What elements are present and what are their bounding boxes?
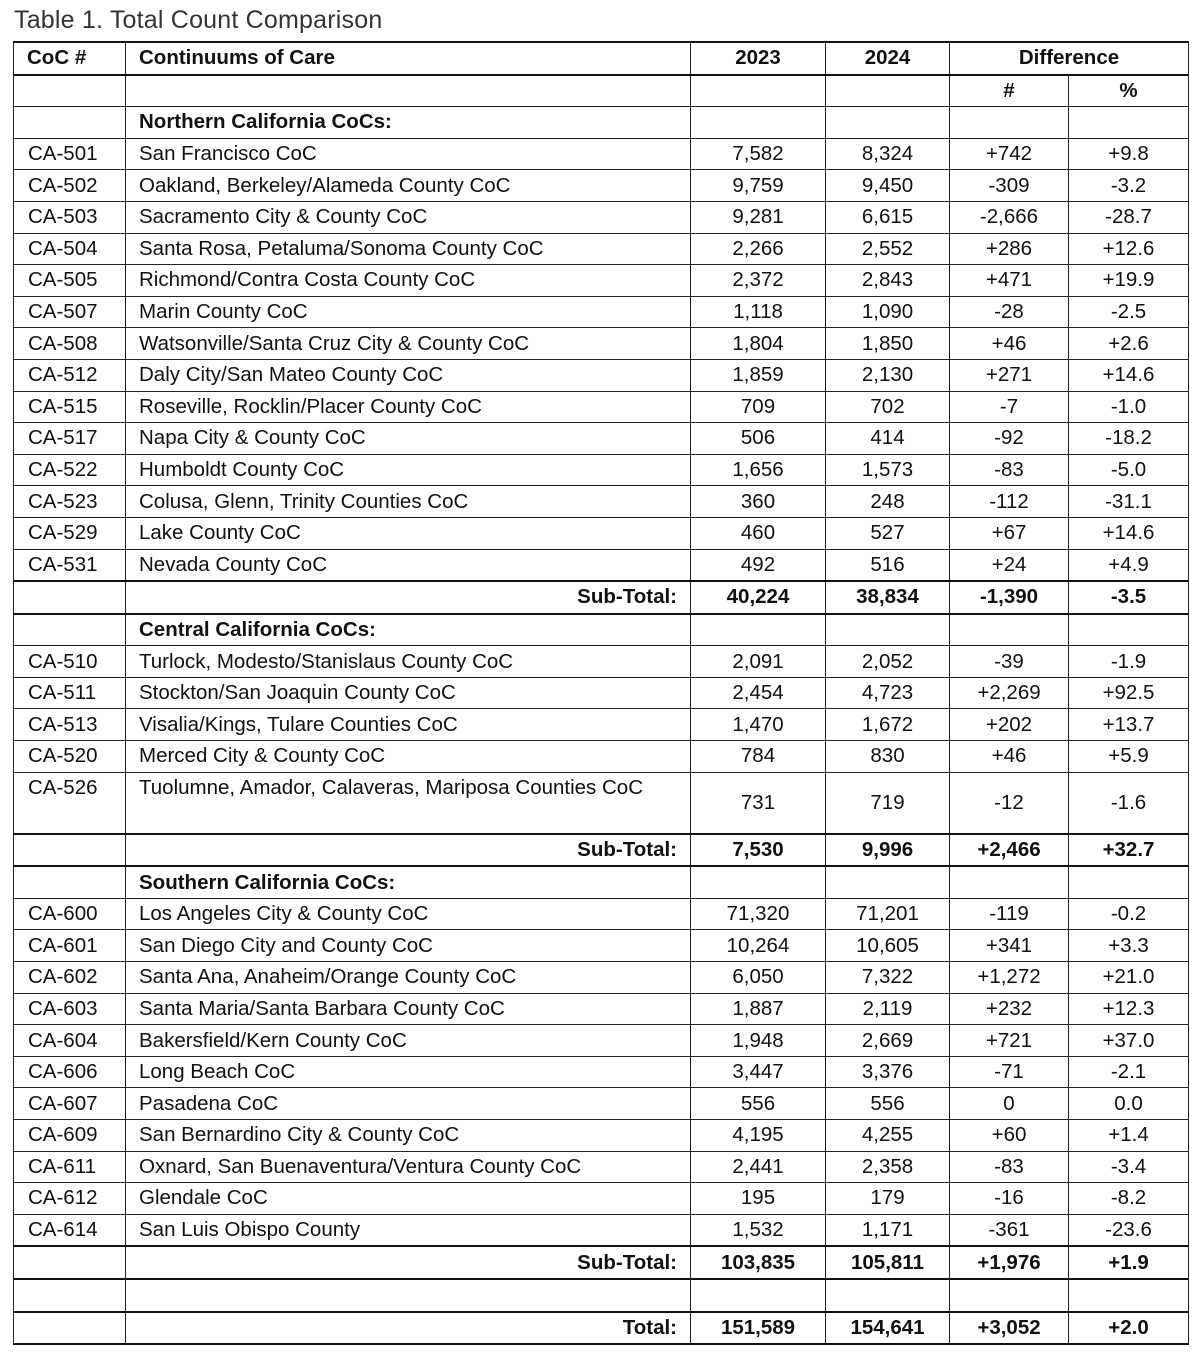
subtotal-label: Sub-Total: bbox=[126, 1246, 691, 1279]
empty-cell bbox=[126, 1279, 691, 1312]
diff-percent-cell: -1.6 bbox=[1069, 772, 1189, 834]
header-2024: 2024 bbox=[826, 42, 950, 75]
count-2023-cell: 556 bbox=[691, 1088, 826, 1120]
coc-id-cell: CA-512 bbox=[14, 359, 126, 391]
count-2023-cell: 1,532 bbox=[691, 1214, 826, 1246]
empty-cell bbox=[1069, 1279, 1189, 1312]
diff-number-cell: +286 bbox=[950, 233, 1069, 265]
diff-percent-cell: -3.2 bbox=[1069, 170, 1189, 202]
subtotal-diff-percent: -3.5 bbox=[1069, 581, 1189, 614]
coc-name-cell: Lake County CoC bbox=[126, 517, 691, 549]
empty-cell bbox=[826, 75, 950, 107]
count-2023-cell: 460 bbox=[691, 517, 826, 549]
diff-number-cell: -92 bbox=[950, 423, 1069, 455]
count-2023-cell: 1,859 bbox=[691, 359, 826, 391]
count-2024-cell: 248 bbox=[826, 486, 950, 518]
table-row bbox=[14, 265, 1189, 297]
subtotal-2024: 105,811 bbox=[826, 1246, 950, 1279]
diff-number-cell: -2,666 bbox=[950, 201, 1069, 233]
diff-number-cell: +341 bbox=[950, 930, 1069, 962]
coc-id-cell: CA-508 bbox=[14, 328, 126, 360]
count-2023-cell: 9,759 bbox=[691, 170, 826, 202]
total-diff-percent: +2.0 bbox=[1069, 1312, 1189, 1345]
diff-percent-cell: -0.2 bbox=[1069, 898, 1189, 930]
subtotal-diff-percent: +1.9 bbox=[1069, 1246, 1189, 1279]
section-title: Southern California CoCs: bbox=[126, 866, 691, 898]
coc-id-cell: CA-513 bbox=[14, 709, 126, 741]
coc-id-cell: CA-515 bbox=[14, 391, 126, 423]
table-row bbox=[14, 677, 1189, 709]
table-row bbox=[14, 741, 1189, 773]
header-2023: 2023 bbox=[691, 42, 826, 75]
count-2024-cell: 1,850 bbox=[826, 328, 950, 360]
diff-percent-cell: -23.6 bbox=[1069, 1214, 1189, 1246]
coc-name-cell: Nevada County CoC bbox=[126, 549, 691, 581]
coc-name-cell: Richmond/Contra Costa County CoC bbox=[126, 265, 691, 297]
diff-number-cell: +202 bbox=[950, 709, 1069, 741]
count-2023-cell: 2,454 bbox=[691, 677, 826, 709]
table-caption: Table 1. Total Count Comparison bbox=[14, 6, 383, 34]
diff-number-cell: -12 bbox=[950, 772, 1069, 834]
coc-name-cell: Los Angeles City & County CoC bbox=[126, 898, 691, 930]
coc-name-cell: Long Beach CoC bbox=[126, 1056, 691, 1088]
coc-id-cell: CA-600 bbox=[14, 898, 126, 930]
coc-id-cell: CA-503 bbox=[14, 201, 126, 233]
diff-number-cell: -361 bbox=[950, 1214, 1069, 1246]
coc-name-cell: Roseville, Rocklin/Placer County CoC bbox=[126, 391, 691, 423]
diff-number-cell: -83 bbox=[950, 1151, 1069, 1183]
coc-id-cell: CA-505 bbox=[14, 265, 126, 297]
count-2024-cell: 830 bbox=[826, 741, 950, 773]
diff-number-cell: -309 bbox=[950, 170, 1069, 202]
coc-id-cell: CA-511 bbox=[14, 677, 126, 709]
diff-percent-cell: -8.2 bbox=[1069, 1183, 1189, 1215]
count-2024-cell: 1,171 bbox=[826, 1214, 950, 1246]
header-diff-percent: % bbox=[1069, 75, 1189, 107]
count-2023-cell: 2,441 bbox=[691, 1151, 826, 1183]
empty-cell bbox=[691, 614, 826, 646]
table-row bbox=[14, 1151, 1189, 1183]
diff-number-cell: +232 bbox=[950, 993, 1069, 1025]
count-2024-cell: 10,605 bbox=[826, 930, 950, 962]
count-2023-cell: 1,887 bbox=[691, 993, 826, 1025]
coc-name-cell: San Luis Obispo County bbox=[126, 1214, 691, 1246]
diff-percent-cell: -2.1 bbox=[1069, 1056, 1189, 1088]
coc-name-cell: Sacramento City & County CoC bbox=[126, 201, 691, 233]
diff-percent-cell: -18.2 bbox=[1069, 423, 1189, 455]
count-2024-cell: 2,130 bbox=[826, 359, 950, 391]
table-row bbox=[14, 1025, 1189, 1057]
count-2024-cell: 3,376 bbox=[826, 1056, 950, 1088]
diff-percent-cell: +13.7 bbox=[1069, 709, 1189, 741]
coc-name-cell: Colusa, Glenn, Trinity Counties CoC bbox=[126, 486, 691, 518]
coc-name-cell: San Bernardino City & County CoC bbox=[126, 1120, 691, 1152]
empty-cell bbox=[826, 107, 950, 139]
diff-number-cell: -39 bbox=[950, 646, 1069, 678]
empty-cell bbox=[826, 614, 950, 646]
count-2024-cell: 179 bbox=[826, 1183, 950, 1215]
diff-percent-cell: +14.6 bbox=[1069, 517, 1189, 549]
table-row bbox=[14, 993, 1189, 1025]
diff-number-cell: +24 bbox=[950, 549, 1069, 581]
table-row bbox=[14, 391, 1189, 423]
subtotal-2024: 9,996 bbox=[826, 834, 950, 867]
total-label: Total: bbox=[126, 1312, 691, 1345]
section-header-row bbox=[14, 614, 1189, 646]
coc-id-cell: CA-531 bbox=[14, 549, 126, 581]
subtotal-2023: 7,530 bbox=[691, 834, 826, 867]
coc-id-cell: CA-522 bbox=[14, 454, 126, 486]
coc-id-cell: CA-609 bbox=[14, 1120, 126, 1152]
empty-cell bbox=[826, 1279, 950, 1312]
empty-cell bbox=[1069, 614, 1189, 646]
coc-name-cell: Glendale CoC bbox=[126, 1183, 691, 1215]
header-diff-number: # bbox=[950, 75, 1069, 107]
empty-cell bbox=[950, 107, 1069, 139]
diff-number-cell: +46 bbox=[950, 741, 1069, 773]
table-row bbox=[14, 233, 1189, 265]
coc-name-cell: Pasadena CoC bbox=[126, 1088, 691, 1120]
table-row bbox=[14, 170, 1189, 202]
diff-percent-cell: -1.9 bbox=[1069, 646, 1189, 678]
empty-cell bbox=[14, 107, 126, 139]
table-row bbox=[14, 201, 1189, 233]
table-row bbox=[14, 1214, 1189, 1246]
coc-id-cell: CA-523 bbox=[14, 486, 126, 518]
subtotal-row bbox=[14, 1246, 1189, 1279]
count-2023-cell: 2,372 bbox=[691, 265, 826, 297]
count-2023-cell: 492 bbox=[691, 549, 826, 581]
diff-percent-cell: +2.6 bbox=[1069, 328, 1189, 360]
section-title: Northern California CoCs: bbox=[126, 107, 691, 139]
table-row bbox=[14, 1088, 1189, 1120]
diff-number-cell: +471 bbox=[950, 265, 1069, 297]
diff-percent-cell: +21.0 bbox=[1069, 962, 1189, 994]
count-2024-cell: 71,201 bbox=[826, 898, 950, 930]
diff-percent-cell: +19.9 bbox=[1069, 265, 1189, 297]
coc-id-cell: CA-504 bbox=[14, 233, 126, 265]
coc-name-cell: Daly City/San Mateo County CoC bbox=[126, 359, 691, 391]
coc-id-cell: CA-603 bbox=[14, 993, 126, 1025]
table-row bbox=[14, 549, 1189, 581]
diff-percent-cell: -3.4 bbox=[1069, 1151, 1189, 1183]
coc-id-cell: CA-501 bbox=[14, 138, 126, 170]
diff-number-cell: -7 bbox=[950, 391, 1069, 423]
coc-id-cell: CA-602 bbox=[14, 962, 126, 994]
table-row bbox=[14, 772, 1189, 834]
count-2023-cell: 7,582 bbox=[691, 138, 826, 170]
count-2024-cell: 4,255 bbox=[826, 1120, 950, 1152]
count-2023-cell: 784 bbox=[691, 741, 826, 773]
subtotal-2023: 103,835 bbox=[691, 1246, 826, 1279]
header-difference: Difference bbox=[950, 42, 1189, 75]
table-row bbox=[14, 359, 1189, 391]
table-row bbox=[14, 1120, 1189, 1152]
diff-percent-cell: -2.5 bbox=[1069, 296, 1189, 328]
count-2024-cell: 414 bbox=[826, 423, 950, 455]
count-2024-cell: 2,358 bbox=[826, 1151, 950, 1183]
empty-cell bbox=[14, 866, 126, 898]
coc-name-cell: Santa Maria/Santa Barbara County CoC bbox=[126, 993, 691, 1025]
diff-number-cell: +742 bbox=[950, 138, 1069, 170]
diff-percent-cell: +5.9 bbox=[1069, 741, 1189, 773]
coc-name-cell: Merced City & County CoC bbox=[126, 741, 691, 773]
table-row bbox=[14, 486, 1189, 518]
diff-percent-cell: +12.3 bbox=[1069, 993, 1189, 1025]
count-2024-cell: 719 bbox=[826, 772, 950, 834]
coc-id-cell: CA-510 bbox=[14, 646, 126, 678]
count-2023-cell: 1,470 bbox=[691, 709, 826, 741]
diff-percent-cell: +92.5 bbox=[1069, 677, 1189, 709]
table-row bbox=[14, 296, 1189, 328]
table-body bbox=[14, 75, 1189, 1345]
count-2023-cell: 360 bbox=[691, 486, 826, 518]
subtotal-label: Sub-Total: bbox=[126, 581, 691, 614]
count-2023-cell: 2,266 bbox=[691, 233, 826, 265]
total-count-table bbox=[13, 41, 1189, 1345]
diff-percent-cell: +14.6 bbox=[1069, 359, 1189, 391]
total-row bbox=[14, 1312, 1189, 1345]
table-row bbox=[14, 328, 1189, 360]
coc-id-cell: CA-612 bbox=[14, 1183, 126, 1215]
coc-name-cell: Watsonville/Santa Cruz City & County CoC bbox=[126, 328, 691, 360]
count-2024-cell: 556 bbox=[826, 1088, 950, 1120]
count-2024-cell: 6,615 bbox=[826, 201, 950, 233]
coc-id-cell: CA-604 bbox=[14, 1025, 126, 1057]
count-2024-cell: 2,669 bbox=[826, 1025, 950, 1057]
coc-id-cell: CA-526 bbox=[14, 772, 126, 834]
diff-number-cell: -28 bbox=[950, 296, 1069, 328]
diff-number-cell: -83 bbox=[950, 454, 1069, 486]
coc-id-cell: CA-611 bbox=[14, 1151, 126, 1183]
diff-number-cell: -16 bbox=[950, 1183, 1069, 1215]
subtotal-row bbox=[14, 834, 1189, 867]
diff-number-cell: +1,272 bbox=[950, 962, 1069, 994]
total-2024: 154,641 bbox=[826, 1312, 950, 1345]
subheader-row bbox=[14, 75, 1189, 107]
total-diff-number: +3,052 bbox=[950, 1312, 1069, 1345]
count-2023-cell: 1,804 bbox=[691, 328, 826, 360]
empty-cell bbox=[126, 75, 691, 107]
diff-number-cell: 0 bbox=[950, 1088, 1069, 1120]
subtotal-diff-number: +1,976 bbox=[950, 1246, 1069, 1279]
count-2023-cell: 1,948 bbox=[691, 1025, 826, 1057]
diff-number-cell: -112 bbox=[950, 486, 1069, 518]
count-2023-cell: 1,656 bbox=[691, 454, 826, 486]
count-2024-cell: 1,090 bbox=[826, 296, 950, 328]
subtotal-2024: 38,834 bbox=[826, 581, 950, 614]
diff-percent-cell: +4.9 bbox=[1069, 549, 1189, 581]
diff-number-cell: +271 bbox=[950, 359, 1069, 391]
count-2023-cell: 731 bbox=[691, 772, 826, 834]
diff-number-cell: +721 bbox=[950, 1025, 1069, 1057]
count-2024-cell: 702 bbox=[826, 391, 950, 423]
subtotal-diff-number: -1,390 bbox=[950, 581, 1069, 614]
count-2024-cell: 2,552 bbox=[826, 233, 950, 265]
empty-cell bbox=[826, 866, 950, 898]
subtotal-label: Sub-Total: bbox=[126, 834, 691, 867]
table-row bbox=[14, 138, 1189, 170]
coc-id-cell: CA-507 bbox=[14, 296, 126, 328]
count-2024-cell: 7,322 bbox=[826, 962, 950, 994]
total-2023: 151,589 bbox=[691, 1312, 826, 1345]
diff-percent-cell: +3.3 bbox=[1069, 930, 1189, 962]
diff-percent-cell: -1.0 bbox=[1069, 391, 1189, 423]
coc-name-cell: Oakland, Berkeley/Alameda County CoC bbox=[126, 170, 691, 202]
table-row bbox=[14, 1056, 1189, 1088]
coc-name-cell: San Francisco CoC bbox=[126, 138, 691, 170]
empty-cell bbox=[14, 614, 126, 646]
count-2024-cell: 2,119 bbox=[826, 993, 950, 1025]
coc-id-cell: CA-601 bbox=[14, 930, 126, 962]
subtotal-diff-percent: +32.7 bbox=[1069, 834, 1189, 867]
diff-number-cell: +67 bbox=[950, 517, 1069, 549]
section-header-row bbox=[14, 107, 1189, 139]
empty-cell bbox=[14, 581, 126, 614]
empty-cell bbox=[950, 614, 1069, 646]
coc-name-cell: Tuolumne, Amador, Calaveras, Mariposa Counties CoC bbox=[126, 772, 691, 834]
table-row bbox=[14, 930, 1189, 962]
table-header bbox=[14, 42, 1189, 75]
empty-cell bbox=[14, 1246, 126, 1279]
empty-cell bbox=[14, 1312, 126, 1345]
count-2023-cell: 4,195 bbox=[691, 1120, 826, 1152]
count-2023-cell: 71,320 bbox=[691, 898, 826, 930]
count-2024-cell: 2,843 bbox=[826, 265, 950, 297]
header-coc-id: CoC # bbox=[14, 42, 126, 75]
count-2023-cell: 709 bbox=[691, 391, 826, 423]
coc-id-cell: CA-502 bbox=[14, 170, 126, 202]
coc-id-cell: CA-607 bbox=[14, 1088, 126, 1120]
count-2023-cell: 9,281 bbox=[691, 201, 826, 233]
diff-percent-cell: +12.6 bbox=[1069, 233, 1189, 265]
diff-number-cell: +60 bbox=[950, 1120, 1069, 1152]
table-row bbox=[14, 517, 1189, 549]
coc-name-cell: Marin County CoC bbox=[126, 296, 691, 328]
count-2024-cell: 2,052 bbox=[826, 646, 950, 678]
empty-cell bbox=[691, 107, 826, 139]
diff-number-cell: -119 bbox=[950, 898, 1069, 930]
diff-number-cell: +46 bbox=[950, 328, 1069, 360]
diff-percent-cell: +37.0 bbox=[1069, 1025, 1189, 1057]
subtotal-2023: 40,224 bbox=[691, 581, 826, 614]
coc-name-cell: Humboldt County CoC bbox=[126, 454, 691, 486]
coc-id-cell: CA-520 bbox=[14, 741, 126, 773]
subtotal-diff-number: +2,466 bbox=[950, 834, 1069, 867]
diff-percent-cell: -5.0 bbox=[1069, 454, 1189, 486]
empty-cell bbox=[691, 1279, 826, 1312]
coc-name-cell: Stockton/San Joaquin County CoC bbox=[126, 677, 691, 709]
count-2024-cell: 8,324 bbox=[826, 138, 950, 170]
count-2023-cell: 2,091 bbox=[691, 646, 826, 678]
count-2023-cell: 195 bbox=[691, 1183, 826, 1215]
diff-percent-cell: 0.0 bbox=[1069, 1088, 1189, 1120]
table-row bbox=[14, 962, 1189, 994]
empty-cell bbox=[1069, 866, 1189, 898]
table-row bbox=[14, 709, 1189, 741]
coc-name-cell: Bakersfield/Kern County CoC bbox=[126, 1025, 691, 1057]
subtotal-row bbox=[14, 581, 1189, 614]
empty-cell bbox=[14, 1279, 126, 1312]
count-2024-cell: 9,450 bbox=[826, 170, 950, 202]
empty-cell bbox=[691, 866, 826, 898]
empty-cell bbox=[950, 1279, 1069, 1312]
count-2023-cell: 10,264 bbox=[691, 930, 826, 962]
table-row bbox=[14, 423, 1189, 455]
coc-id-cell: CA-614 bbox=[14, 1214, 126, 1246]
count-2023-cell: 506 bbox=[691, 423, 826, 455]
coc-name-cell: Visalia/Kings, Tulare Counties CoC bbox=[126, 709, 691, 741]
section-title: Central California CoCs: bbox=[126, 614, 691, 646]
diff-percent-cell: -31.1 bbox=[1069, 486, 1189, 518]
diff-percent-cell: -28.7 bbox=[1069, 201, 1189, 233]
count-2023-cell: 3,447 bbox=[691, 1056, 826, 1088]
diff-number-cell: -71 bbox=[950, 1056, 1069, 1088]
table-row bbox=[14, 454, 1189, 486]
empty-cell bbox=[950, 866, 1069, 898]
coc-name-cell: Santa Rosa, Petaluma/Sonoma County CoC bbox=[126, 233, 691, 265]
empty-cell bbox=[14, 834, 126, 867]
table-row bbox=[14, 898, 1189, 930]
coc-name-cell: Turlock, Modesto/Stanislaus County CoC bbox=[126, 646, 691, 678]
coc-id-cell: CA-529 bbox=[14, 517, 126, 549]
coc-name-cell: Napa City & County CoC bbox=[126, 423, 691, 455]
table-row bbox=[14, 1183, 1189, 1215]
count-2024-cell: 527 bbox=[826, 517, 950, 549]
count-2024-cell: 1,672 bbox=[826, 709, 950, 741]
diff-percent-cell: +1.4 bbox=[1069, 1120, 1189, 1152]
empty-cell bbox=[691, 75, 826, 107]
count-2024-cell: 516 bbox=[826, 549, 950, 581]
spacer-row bbox=[14, 1279, 1189, 1312]
count-2024-cell: 4,723 bbox=[826, 677, 950, 709]
count-2023-cell: 1,118 bbox=[691, 296, 826, 328]
table-row bbox=[14, 646, 1189, 678]
coc-id-cell: CA-517 bbox=[14, 423, 126, 455]
count-2024-cell: 1,573 bbox=[826, 454, 950, 486]
count-2023-cell: 6,050 bbox=[691, 962, 826, 994]
diff-number-cell: +2,269 bbox=[950, 677, 1069, 709]
coc-name-cell: San Diego City and County CoC bbox=[126, 930, 691, 962]
diff-percent-cell: +9.8 bbox=[1069, 138, 1189, 170]
empty-cell bbox=[1069, 107, 1189, 139]
section-header-row bbox=[14, 866, 1189, 898]
empty-cell bbox=[14, 75, 126, 107]
header-coc-name: Continuums of Care bbox=[126, 42, 691, 75]
coc-name-cell: Santa Ana, Anaheim/Orange County CoC bbox=[126, 962, 691, 994]
coc-id-cell: CA-606 bbox=[14, 1056, 126, 1088]
coc-name-cell: Oxnard, San Buenaventura/Ventura County CoC bbox=[126, 1151, 691, 1183]
